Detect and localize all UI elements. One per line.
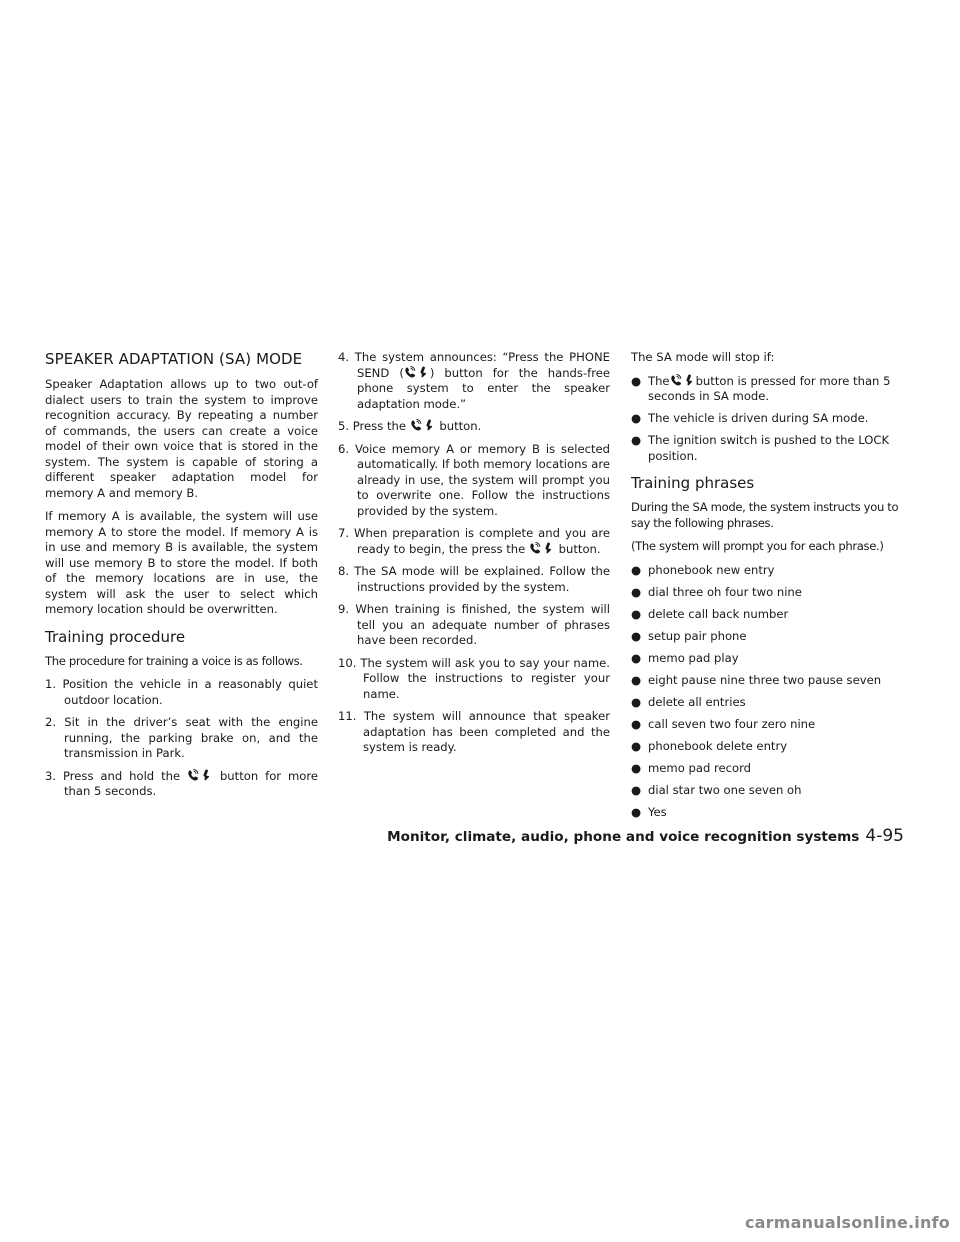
paragraph-phrases-intro: During the SA mode, the system instructs you to say the following phrases. bbox=[631, 500, 899, 530]
phrase-text: memo pad play bbox=[648, 650, 739, 665]
column-middle bbox=[338, 350, 610, 763]
list-item bbox=[631, 607, 905, 623]
bullet-dot: ● bbox=[631, 606, 642, 621]
step-2: 2. Sit in the driver’s seat with the engine running, the parking brake on, and the transmission in Park. bbox=[45, 715, 318, 760]
stop-condition-1-text-a: The bbox=[648, 373, 670, 388]
bullet-dot: ● bbox=[631, 433, 642, 447]
step-5-text-a: 5. Press the bbox=[338, 419, 406, 433]
paragraph-procedure-intro: The procedure for training a voice is as follows. bbox=[45, 653, 303, 668]
bullet-dot: ● bbox=[631, 716, 642, 731]
bullet-dot: ● bbox=[631, 738, 642, 753]
list-item bbox=[631, 673, 905, 689]
step-3-text-b: button for more than 5 seconds. bbox=[64, 768, 318, 798]
phone-talk-icon bbox=[404, 366, 430, 378]
paragraph-stop-intro: The SA mode will stop if: bbox=[631, 350, 775, 364]
stop-condition-3-text: The ignition switch is pushed to the LOCK position. bbox=[648, 433, 890, 463]
phrase-text: delete call back number bbox=[648, 606, 789, 621]
step-5-text-b: button. bbox=[439, 419, 482, 433]
step-6: 6. Voice memory A or memory B is selected automatically. If both memory locations are already in use, the system will prompt you to overwrite one. Follow the instructions provided by the system. bbox=[338, 441, 610, 518]
list-item bbox=[631, 629, 905, 645]
bullet-dot: ● bbox=[631, 628, 642, 643]
list-item bbox=[631, 761, 905, 777]
bullet-dot: ● bbox=[631, 694, 642, 709]
phone-talk-icon bbox=[529, 542, 555, 554]
phrase-text: memo pad record bbox=[648, 760, 752, 775]
stop-condition-2 bbox=[631, 411, 905, 427]
phrase-text: phonebook delete entry bbox=[648, 738, 788, 753]
bullet-dot: ● bbox=[631, 584, 642, 599]
bullet-dot: ● bbox=[631, 373, 642, 388]
list-item bbox=[631, 695, 905, 711]
step-10: 10. The system will ask you to say your name. Follow the instructions to register your name. bbox=[338, 655, 610, 701]
bullet-dot: ● bbox=[631, 650, 642, 665]
phrase-text: phonebook new entry bbox=[648, 562, 775, 577]
bullet-dot: ● bbox=[631, 760, 642, 775]
stop-conditions-list bbox=[631, 374, 905, 465]
step-7-text-b: button. bbox=[558, 541, 601, 556]
step-9: 9. When training is finished, the system will tell you an adequate number of phrases have been recorded. bbox=[338, 602, 610, 647]
footer-section-title: Monitor, climate, audio, phone and voice recognition systems bbox=[387, 829, 860, 845]
column-left bbox=[45, 350, 318, 807]
phrase-text: call seven two four zero nine bbox=[648, 716, 816, 731]
list-item bbox=[631, 805, 905, 821]
phrase-text: Yes bbox=[648, 804, 667, 819]
step-8: 8. The SA mode will be explained. Follow the instructions provided by the system. bbox=[338, 564, 610, 594]
page-number: 4-95 bbox=[865, 826, 904, 846]
step-5 bbox=[338, 419, 610, 435]
step-3-text-a: 3. Press and hold the bbox=[45, 768, 181, 783]
step-7 bbox=[338, 526, 610, 557]
step-1: 1. Position the vehicle in a reasonably quiet outdoor location. bbox=[45, 677, 318, 707]
stop-condition-3 bbox=[631, 433, 905, 464]
phone-talk-icon bbox=[187, 769, 213, 781]
list-item bbox=[631, 585, 905, 601]
procedure-steps bbox=[45, 677, 318, 800]
phrase-text: eight pause nine three two pause seven bbox=[648, 672, 882, 687]
subheading-training-procedure: Training procedure bbox=[45, 627, 186, 646]
stop-condition-1-text-b: button is pressed for more than 5 seconds in SA mode. bbox=[648, 373, 891, 403]
bullet-dot: ● bbox=[631, 782, 642, 797]
step-7-text-a: 7. When preparation is complete and you are ready to begin, the press the bbox=[338, 526, 610, 556]
step-3 bbox=[45, 769, 318, 800]
procedure-steps-continued bbox=[338, 350, 610, 756]
step-11: 11. The system will announce that speaker adaptation has been completed and the system is ready. bbox=[338, 709, 610, 754]
bullet-dot: ● bbox=[631, 672, 642, 687]
list-item bbox=[631, 739, 905, 755]
stop-condition-2-text: The vehicle is driven during SA mode. bbox=[648, 411, 869, 425]
section-heading: SPEAKER ADAPTATION (SA) MODE bbox=[45, 350, 303, 368]
training-phrases-list bbox=[631, 563, 905, 821]
bullet-dot: ● bbox=[631, 411, 642, 425]
list-item bbox=[631, 563, 905, 579]
list-item bbox=[631, 717, 905, 733]
phrase-text: dial star two one seven oh bbox=[648, 782, 802, 797]
phrase-text: delete all entries bbox=[648, 694, 746, 709]
paragraph-sa-intro: Speaker Adaptation allows up to two out-of dialect users to train the system to improve recognition accuracy. By repeating a number of commands, the users can create a voice model of their own voice that is stored in the system. The system is capable of storing a different speaker adaptation model for memory A and memory B. bbox=[45, 377, 318, 500]
list-item bbox=[631, 651, 905, 667]
watermark: carmanualsonline.info bbox=[745, 1213, 950, 1232]
subheading-training-phrases: Training phrases bbox=[631, 474, 755, 492]
bullet-dot: ● bbox=[631, 804, 642, 819]
bullet-dot: ● bbox=[631, 562, 642, 577]
phrase-text: setup pair phone bbox=[648, 628, 747, 643]
column-right bbox=[631, 350, 905, 827]
paragraph-memory: If memory A is available, the system will use memory A to store the model. If memory A is in use and memory B is available, the system will use memory B to store the model. If both of the memory locations are in use, the system will ask the user to select which memory location should be overwritten. bbox=[45, 509, 318, 616]
step-4-text-a: 4. The system announces: “Press the PHONE SEND ( bbox=[338, 350, 610, 380]
step-4 bbox=[338, 350, 610, 412]
phrase-text: dial three oh four two nine bbox=[648, 584, 802, 599]
phone-talk-icon bbox=[670, 374, 696, 386]
paragraph-phrases-prompt: (The system will prompt you for each phrase.) bbox=[631, 539, 884, 553]
step-4-text-b: ) button for the hands-free phone system to enter the speaker adaptation mode.” bbox=[357, 365, 610, 411]
stop-condition-1 bbox=[631, 374, 905, 405]
list-item bbox=[631, 783, 905, 799]
page-footer bbox=[387, 826, 904, 846]
phone-talk-icon bbox=[410, 419, 436, 431]
